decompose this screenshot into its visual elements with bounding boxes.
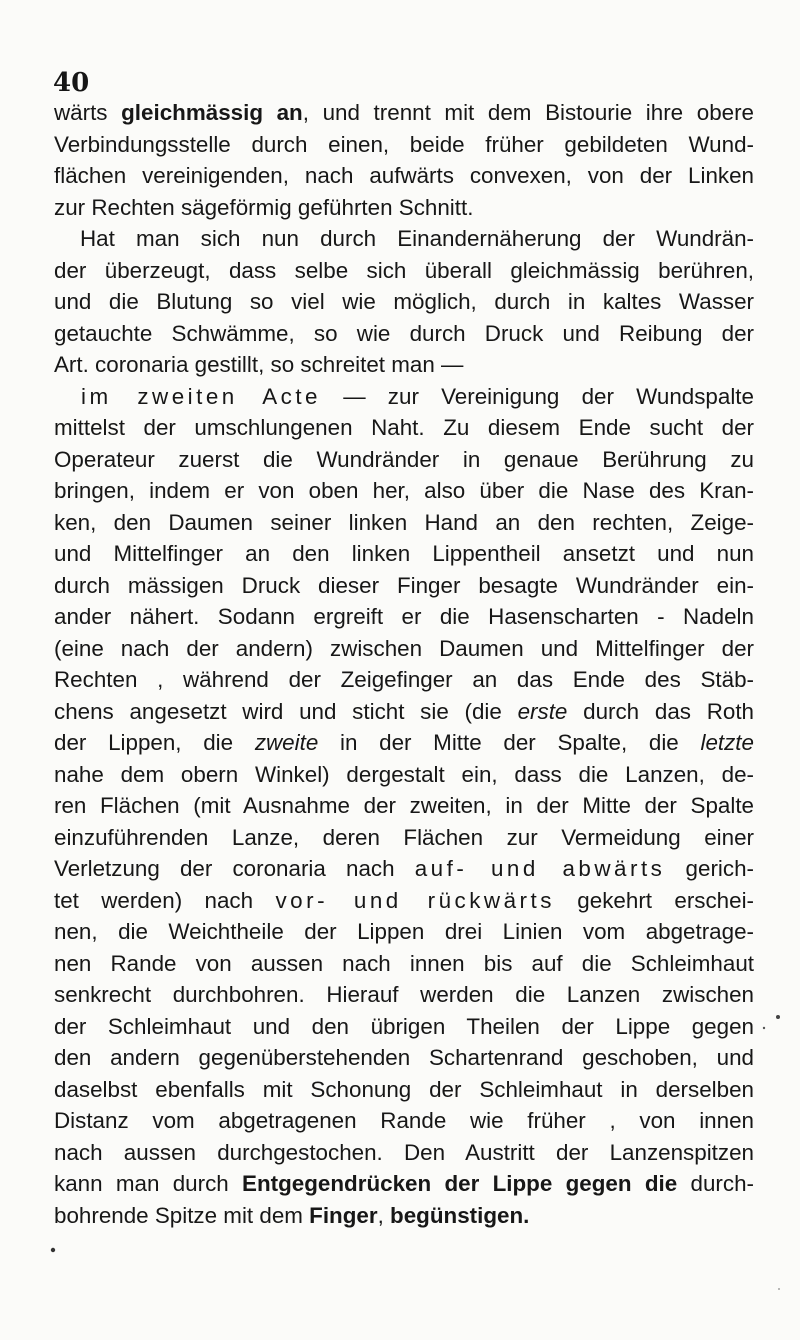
text-line: [54, 129, 754, 161]
text-segment: Art. coronaria gestillt, so schreitet man —: [54, 352, 464, 377]
italic-text: letzte: [700, 730, 754, 755]
text-line: [54, 1137, 754, 1169]
text-segment: Verletzung der coronaria nach: [54, 856, 415, 881]
text-segment: durch-: [677, 1171, 754, 1196]
text-line: [54, 192, 754, 224]
text-line: [54, 1042, 754, 1074]
spaced-text: vor- und rückwärts: [275, 887, 555, 913]
italic-text: zweite: [254, 730, 319, 755]
text-segment: in der Mitte der Spalte, die: [318, 730, 701, 755]
text-segment: ander nähert. Sodann ergreift er die Hasenscharten - Nadeln: [54, 604, 754, 629]
text-segment: bohrende Spitze mit dem: [54, 1202, 310, 1228]
text-segment: tet werden) nach: [54, 887, 276, 913]
text-segment: Hat man sich nun durch Einandernäherung der Wundrän-: [80, 226, 754, 251]
text-line: [54, 1105, 754, 1137]
text-line: [54, 822, 754, 854]
bold-text: Entgegendrücken der Lippe gegen die: [242, 1171, 678, 1196]
text-line: [54, 507, 754, 539]
text-line: [54, 790, 754, 822]
text-line: [54, 160, 754, 192]
text-segment: nen, die Weichtheile der Lippen drei Linien vom abgetrage-: [54, 919, 754, 944]
text-segment: Operateur zuerst die Wundränder in genaue Berührung zu: [54, 446, 754, 472]
text-segment: daselbst ebenfalls mit Schonung der Schleimhaut in derselben: [54, 1076, 754, 1102]
text-segment: durch mässigen Druck dieser Finger besagte Wundränder ein-: [54, 572, 754, 598]
text-line: [54, 1011, 754, 1043]
text-segment: Distanz vom abgetragenen Rande wie früher , von innen: [54, 1108, 754, 1133]
text-segment: und die Blutung so viel wie möglich, durch in kaltes Wasser: [54, 289, 754, 314]
text-segment: Verbindungsstelle durch einen, beide früher gebildeten Wund-: [54, 131, 754, 157]
text-segment: bringen, indem er von oben her, also über die Nase des Kran-: [54, 478, 754, 503]
text-line: [54, 916, 754, 948]
text-segment: durch das Roth: [567, 698, 754, 724]
body-text: [54, 97, 754, 1231]
text-segment: — zur Vereinigung der Wundspalte: [321, 383, 754, 409]
text-segment: gekehrt erschei-: [554, 887, 755, 913]
bold-text: Finger: [309, 1202, 378, 1228]
text-segment: (eine nach der andern) zwischen Daumen und Mittelfinger der: [54, 635, 754, 661]
text-segment: ren Flächen (mit Ausnahme der zweiten, in der Mitte der Spalte: [54, 793, 754, 818]
page-number: 40: [53, 68, 90, 98]
text-segment: nen Rande von aussen nach innen bis auf die Schleimhaut: [54, 950, 754, 976]
text-segment: ken, den Daumen seiner linken Hand an den rechten, Zeige-: [54, 509, 754, 535]
text-line: [54, 255, 754, 287]
text-segment: einzuführenden Lanze, deren Flächen zur Vermeidung einer: [54, 824, 754, 850]
text-segment: chens angesetzt wird und sticht sie (die: [54, 698, 518, 724]
text-line: [54, 633, 754, 665]
text-line: [54, 412, 754, 444]
text-segment: wärts: [54, 100, 122, 125]
text-line: [54, 948, 754, 980]
text-segment: gerich-: [665, 856, 754, 881]
bold-text: gleichmässig an: [121, 100, 303, 125]
text-segment: nahe dem obern Winkel) dergestalt ein, dass die Lanzen, de-: [54, 761, 754, 787]
text-line: [54, 570, 754, 602]
text-segment: getauchte Schwämme, so wie durch Druck und Reibung der: [54, 320, 754, 346]
bold-text: begünstigen.: [390, 1202, 530, 1228]
italic-text: erste: [517, 698, 568, 724]
text-line: [54, 727, 754, 759]
text-segment: den andern gegenüberstehenden Schartenrand geschoben, und: [54, 1045, 754, 1070]
text-line: [54, 853, 754, 885]
text-line: [54, 318, 754, 350]
text-line: [54, 97, 754, 129]
text-segment: kann man durch: [54, 1171, 243, 1196]
text-line: [54, 1074, 754, 1106]
text-line: [54, 1200, 754, 1232]
spaced-text: im zweiten Acte: [81, 383, 322, 409]
text-segment: der Lippen, die: [54, 730, 255, 755]
spaced-text: auf- und abwärts: [414, 856, 666, 881]
text-line: [54, 885, 754, 917]
text-segment: und Mittelfinger an den linken Lippentheil ansetzt und nun: [54, 541, 754, 566]
text-line: [54, 286, 754, 318]
text-segment: flächen vereinigenden, nach aufwärts convexen, von der Linken: [54, 163, 754, 188]
text-line: [54, 349, 754, 381]
text-line: [54, 475, 754, 507]
text-line: [54, 664, 754, 696]
text-segment: der überzeugt, dass selbe sich überall gleichmässig berühren,: [54, 257, 754, 283]
text-segment: mittelst der umschlungenen Naht. Zu diesem Ende sucht der: [54, 415, 754, 440]
text-segment: Rechten , während der Zeigefinger an das Ende des Stäb-: [54, 667, 754, 692]
text-segment: ,: [377, 1202, 391, 1228]
text-line: [54, 1168, 754, 1200]
text-line: [54, 601, 754, 633]
text-line: [54, 381, 754, 413]
text-segment: zur Rechten sägeförmig geführten Schnitt.: [54, 194, 474, 220]
text-segment: der Schleimhaut und den übrigen Theilen der Lippe gegen: [54, 1013, 754, 1039]
text-line: [54, 979, 754, 1011]
text-line: [54, 444, 754, 476]
text-line: [54, 223, 754, 255]
text-line: [54, 538, 754, 570]
text-line: [54, 696, 754, 728]
text-line: [54, 759, 754, 791]
text-segment: nach aussen durchgestochen. Den Austritt der Lanzenspitzen: [54, 1139, 754, 1165]
text-segment: senkrecht durchbohren. Hierauf werden die Lanzen zwischen: [54, 982, 754, 1007]
text-segment: , und trennt mit dem Bistourie ihre obere: [302, 100, 755, 125]
